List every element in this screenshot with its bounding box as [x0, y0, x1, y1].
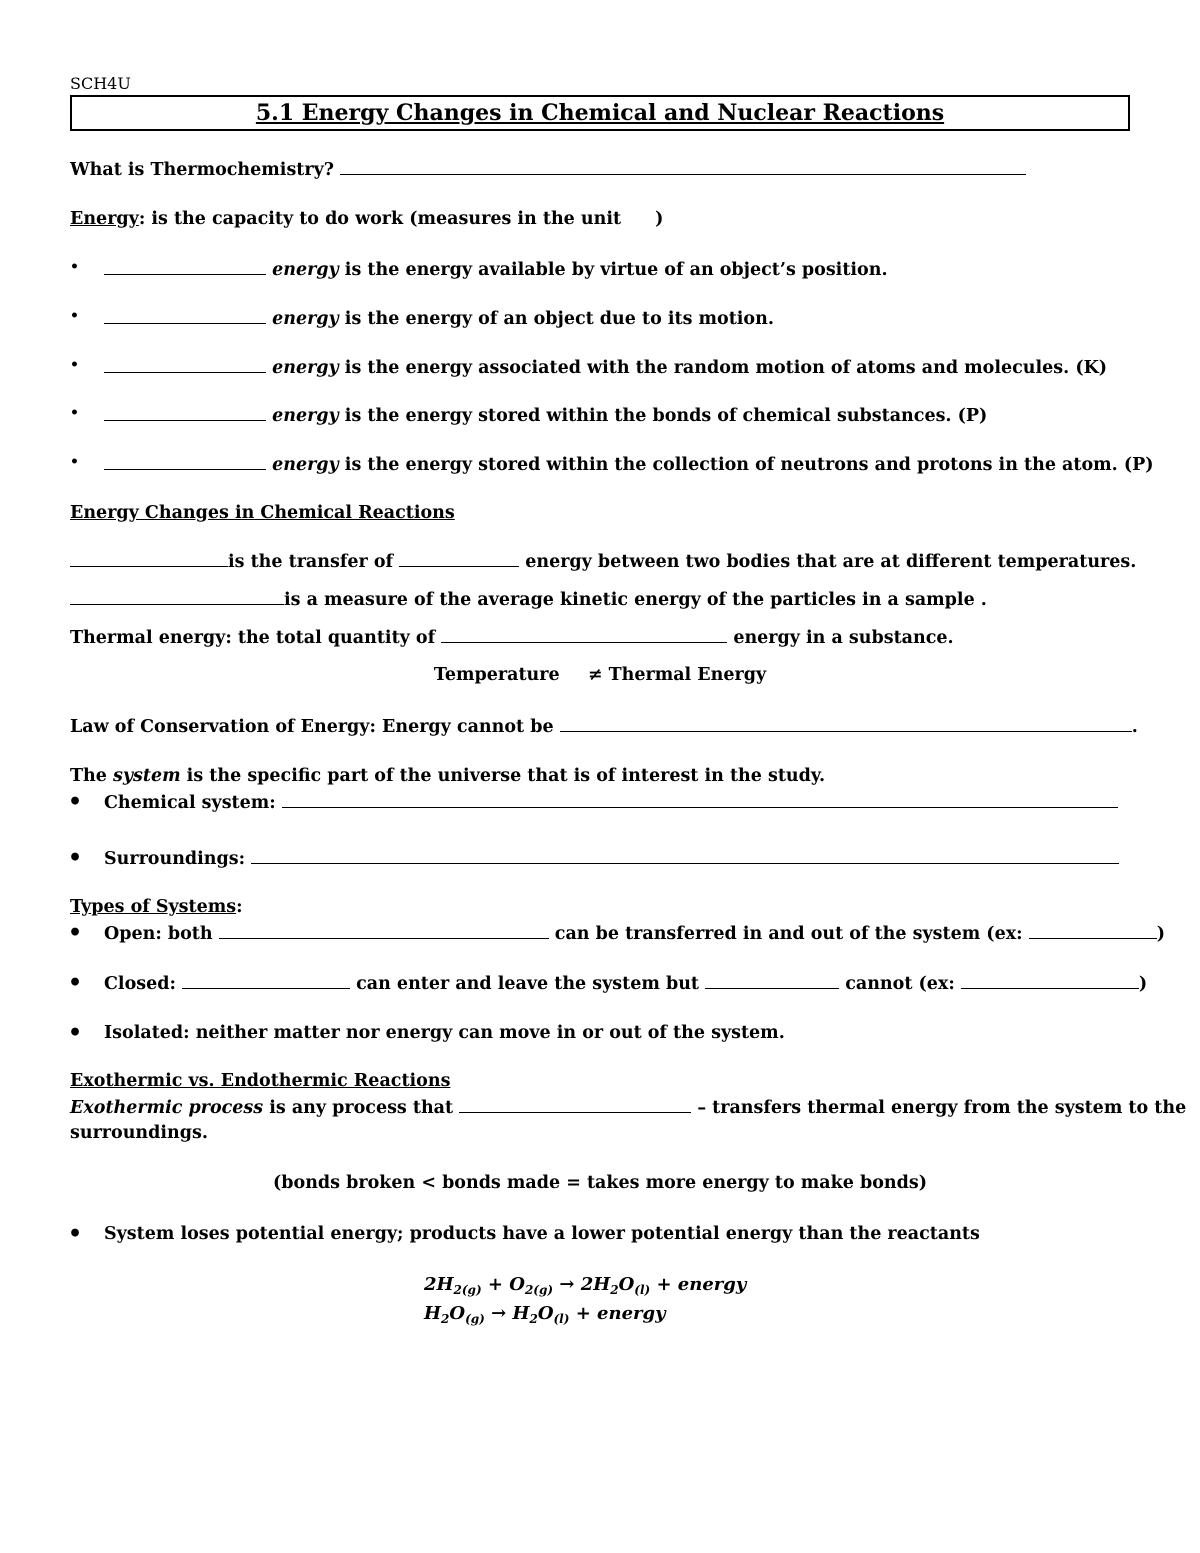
bullet: • — [70, 308, 79, 324]
energy-term: Energy — [70, 209, 139, 229]
answer-blank — [399, 550, 519, 567]
thermo-question-line — [70, 158, 1026, 181]
bullet: • — [70, 259, 79, 275]
bullet: • — [68, 1221, 83, 1247]
heat-definition: is the transfer of energy between two bodies that are at different temperatures. — [70, 550, 1136, 573]
thermal-energy-definition: Thermal energy: the total quantity of energy in a substance. — [70, 628, 954, 648]
bullet: • — [70, 405, 79, 421]
answer-blank — [104, 258, 266, 275]
answer-blank — [961, 972, 1139, 989]
isolated-system-line: Isolated: neither matter nor energy can move in or out of the system. — [104, 1023, 785, 1043]
answer-blank — [104, 356, 266, 373]
bonds-note: (bonds broken < bonds made = takes more energy to make bonds) — [273, 1173, 927, 1193]
conservation-law: Law of Conservation of Energy: Energy cannot be . — [70, 717, 1138, 737]
surroundings-line: Surroundings: — [104, 847, 1119, 870]
answer-blank — [1029, 922, 1157, 939]
energy-type-item: energy is the energy of an object due to its motion. — [104, 307, 774, 330]
section-heading: Types of Systems: — [70, 897, 243, 917]
energy-type-item: energy is the energy stored within the bonds of chemical substances. (P) — [104, 404, 987, 427]
open-system-line: Open: both can be transferred in and out of the system (ex: ) — [104, 924, 1165, 944]
energy-definition: Energy: is the capacity to do work (measures in the unit ) — [70, 209, 664, 229]
answer-blank — [70, 588, 284, 605]
thermo-question: What is Thermochemistry? — [70, 160, 335, 180]
bullet: • — [68, 845, 83, 871]
bullet: • — [68, 789, 83, 815]
answer-blank — [282, 791, 1118, 808]
course-code: SCH4U — [70, 74, 131, 93]
closed-system-line: Closed: can enter and leave the system but cannot (ex: ) — [104, 974, 1148, 994]
equation-2: $H_2O_{(g)} \to H_2O_{(l)}$ + energy — [424, 1303, 666, 1326]
answer-blank — [70, 550, 228, 567]
energy-type-item: energy is the energy available by virtue of an object’s position. — [104, 258, 888, 281]
energy-def: : is the capacity to do work (measures in the unit — [138, 209, 622, 229]
temperature-definition: is a measure of the average kinetic energy of the particles in a sample . — [70, 588, 987, 611]
answer-blank — [705, 972, 839, 989]
equation-1: $2H_{2(g)} + O_{2(g)} \to 2H_2O_{(l)}$ + energy — [424, 1274, 747, 1297]
answer-blank — [340, 158, 1026, 175]
answer-blank — [459, 1096, 691, 1113]
page-title: 5.1 Energy Changes in Chemical and Nuclear Reactions — [255, 100, 945, 126]
bullet: • — [68, 970, 83, 996]
system-definition: The system is the specific part of the universe that is of interest in the study. — [70, 766, 826, 786]
answer-blank — [104, 307, 266, 324]
section-heading: Energy Changes in Chemical Reactions — [70, 503, 455, 523]
exothermic-definition: Exothermic process is any process that – transfers thermal energy from the system to the — [70, 1098, 1187, 1118]
answer-blank — [219, 922, 549, 939]
answer-blank — [182, 972, 350, 989]
answer-blank — [251, 847, 1119, 864]
title-box — [70, 95, 1130, 131]
bullet: • — [70, 454, 79, 470]
section-heading: Exothermic vs. Endothermic Reactions — [70, 1071, 451, 1091]
answer-blank — [104, 404, 266, 421]
energy-type-item: energy is the energy associated with the random motion of atoms and molecules. (K) — [104, 356, 1107, 379]
chemical-system-line: Chemical system: — [104, 791, 1118, 814]
exothermic-definition-cont: surroundings. — [70, 1123, 208, 1143]
answer-blank — [441, 626, 727, 643]
potential-energy-note: System loses potential energy; products have a lower potential energy than the reactants — [104, 1224, 980, 1244]
bullet: • — [70, 357, 79, 373]
bullet: • — [68, 1020, 83, 1046]
bullet: • — [68, 920, 83, 946]
answer-blank — [560, 715, 1132, 732]
temperature-comparison: Temperature ≠ Thermal Energy — [433, 665, 767, 685]
answer-blank — [104, 453, 266, 470]
energy-type-item: energy is the energy stored within the collection of neutrons and protons in the atom. (P) — [104, 453, 1154, 476]
